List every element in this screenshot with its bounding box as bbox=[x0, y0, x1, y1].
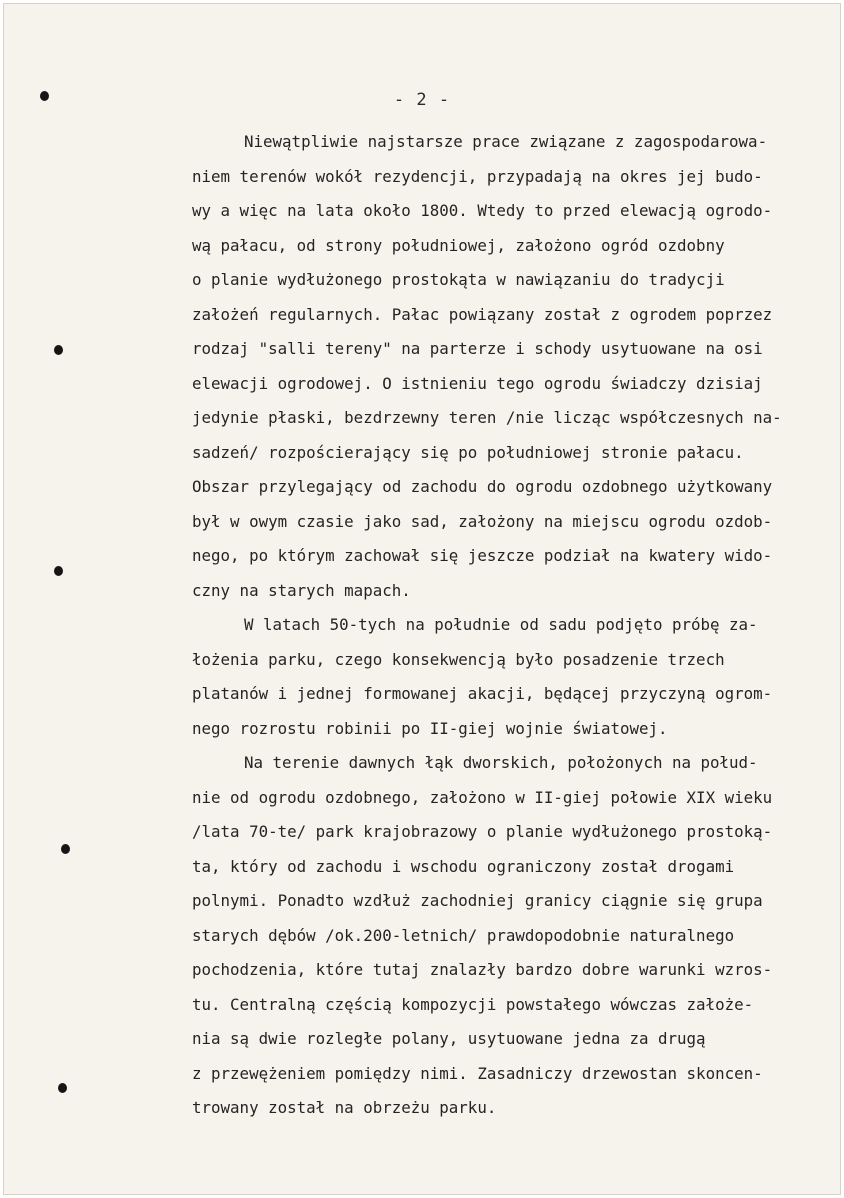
page-number: - 2 - bbox=[393, 90, 451, 110]
text-line: elewacji ogrodowej. O istnieniu tego ogrodu świadczy dzisiaj bbox=[192, 373, 763, 393]
text-line: jedynie płaski, bezdrzewny teren /nie licząc współczesnych na- bbox=[192, 408, 782, 427]
text-line: był w owym czasie jako sad, założony na miejscu ogrodu ozdob- bbox=[192, 511, 773, 531]
text-line: platanów i jednej formowanej akacji, będącej przyczyną ogrom- bbox=[192, 684, 773, 703]
body-text bbox=[192, 125, 840, 1126]
punch-hole-2 bbox=[54, 345, 63, 355]
text-line: niem terenów wokół rezydencji, przypadają na okres jej budo- bbox=[192, 166, 763, 186]
text-line: nia są dwie rozległe polany, usytuowane jedna za drugą bbox=[192, 1029, 706, 1048]
paragraph-2 bbox=[192, 608, 840, 746]
text-line: wy a więc na lata około 1800. Wtedy to przed elewacją ogrodo- bbox=[192, 201, 773, 220]
text-line: nie od ogrodu ozdobnego, założono w II-giej połowie XIX wieku bbox=[192, 787, 773, 807]
text-line: tu. Centralną częścią kompozycji powstałego wówczas założe- bbox=[192, 994, 754, 1014]
text-line: łożenia parku, czego konsekwencją było posadzenie trzech bbox=[192, 649, 725, 669]
text-line: ta, który od zachodu i wschodu ograniczony został drogami bbox=[192, 856, 735, 876]
punch-hole-5 bbox=[58, 1083, 67, 1093]
text-line: pochodzenia, które tutaj znalazły bardzo dobre warunki wzros- bbox=[192, 960, 773, 979]
punch-hole-4 bbox=[61, 844, 70, 854]
text-line: o planie wydłużonego prostokąta w nawiązaniu do tradycji bbox=[192, 270, 725, 289]
punch-hole-3 bbox=[54, 566, 63, 576]
text-line: W latach 50-tych na południe od sadu podjęto próbę za- bbox=[244, 615, 758, 634]
text-line: trowany został na obrzeżu parku. bbox=[192, 1098, 497, 1117]
text-line: starych dębów /ok.200-letnich/ prawdopodobnie naturalnego bbox=[192, 925, 735, 945]
text-line: rodzaj "salli tereny" na parterze i schody usytuowane na osi bbox=[192, 339, 763, 358]
text-line: założeń regularnych. Pałac powiązany został z ogrodem poprzez bbox=[192, 304, 773, 324]
text-line: sadzeń/ rozpościerający się po południowej stronie pałacu. bbox=[192, 442, 744, 462]
text-line: z przewężeniem pomiędzy nimi. Zasadniczy drzewostan skoncen- bbox=[192, 1063, 763, 1083]
paragraph-3 bbox=[192, 746, 840, 1126]
text-line: Obszar przylegający od zachodu do ogrodu ozdobnego użytkowany bbox=[192, 477, 773, 496]
text-line: /lata 70-te/ park krajobrazowy o planie wydłużonego prostoką- bbox=[192, 822, 773, 841]
text-line: polnymi. Ponadto wzdłuż zachodniej granicy ciągnie się grupa bbox=[192, 891, 763, 910]
typewritten-page bbox=[4, 4, 840, 1194]
text-line: wą pałacu, od strony południowej, założono ogród ozdobny bbox=[192, 235, 725, 255]
text-line: nego rozrostu robinii po II-giej wojnie światowej. bbox=[192, 718, 668, 738]
paragraph-1 bbox=[192, 125, 840, 608]
text-line: nego, po którym zachował się jeszcze podział na kwatery wido- bbox=[192, 546, 773, 565]
text-line: Niewątpliwie najstarsze prace związane z zagospodarowa- bbox=[244, 132, 768, 151]
text-line: czny na starych mapach. bbox=[192, 580, 411, 600]
text-line: Na terenie dawnych łąk dworskich, położonych na połud- bbox=[244, 753, 758, 772]
